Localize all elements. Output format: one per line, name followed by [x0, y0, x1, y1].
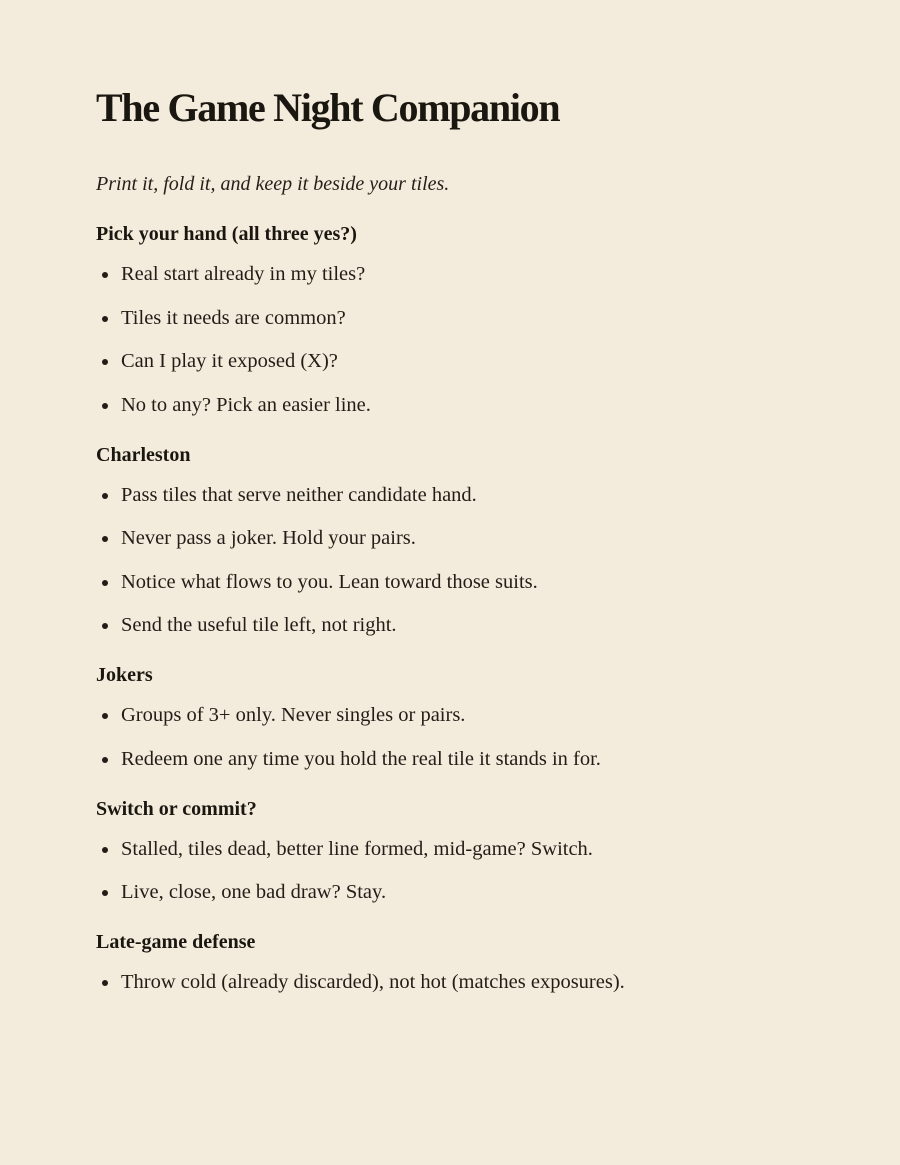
bullet-dot-icon [102, 403, 108, 409]
bullet-dot-icon [102, 493, 108, 499]
bullet-dot-icon [102, 980, 108, 986]
list-item [96, 393, 804, 417]
list-item [96, 306, 804, 330]
bullet-list [96, 483, 804, 638]
bullet-list [96, 970, 804, 994]
list-item-text: Live, close, one bad draw? Stay. [121, 881, 387, 903]
list-item-text: Can I play it exposed (X)? [121, 350, 338, 372]
bullet-list [96, 837, 804, 905]
section [96, 797, 804, 905]
bullet-dot-icon [102, 580, 108, 586]
list-item-text: Tiles it needs are common? [121, 306, 346, 329]
list-item [96, 703, 804, 727]
list-item [96, 613, 804, 637]
section [96, 930, 804, 994]
bullet-list [96, 703, 804, 771]
section-heading: Switch or commit? [96, 797, 257, 820]
bullet-dot-icon [102, 757, 108, 763]
list-item [96, 747, 804, 771]
bullet-dot-icon [102, 272, 108, 278]
list-item-text: Redeem one any time you hold the real tile it stands in for. [121, 747, 601, 770]
list-item [96, 837, 804, 861]
list-item [96, 880, 804, 904]
list-item-text: Notice what flows to you. Lean toward those suits. [121, 570, 538, 593]
list-item [96, 970, 804, 994]
list-item [96, 570, 804, 594]
page-title: The Game Night Companion [96, 85, 560, 130]
list-item-text: Real start already in my tiles? [121, 263, 366, 285]
sections-container [96, 222, 804, 994]
section [96, 443, 804, 638]
bullet-dot-icon [102, 847, 108, 853]
section [96, 222, 804, 417]
bullet-dot-icon [102, 316, 108, 322]
list-item-text: Never pass a joker. Hold your pairs. [121, 527, 416, 549]
list-item-text: No to any? Pick an easier line. [121, 393, 371, 416]
list-item-text: Send the useful tile left, not right. [121, 614, 397, 636]
page-subtitle: Print it, fold it, and keep it beside your tiles. [96, 173, 450, 195]
list-item-text: Stalled, tiles dead, better line formed, mid-game? Switch. [121, 837, 593, 860]
section-heading: Pick your hand (all three yes?) [96, 223, 357, 245]
bullet-list [96, 262, 804, 417]
list-item-text: Throw cold (already discarded), not hot (matches exposures). [121, 971, 625, 993]
list-item [96, 483, 804, 507]
section-heading: Jokers [96, 664, 153, 686]
list-item [96, 526, 804, 550]
list-item [96, 262, 804, 286]
list-item-text: Groups of 3+ only. Never singles or pairs. [121, 704, 466, 726]
bullet-dot-icon [102, 713, 108, 719]
section-heading: Late-game defense [96, 931, 256, 953]
bullet-dot-icon [102, 623, 108, 629]
bullet-dot-icon [102, 890, 108, 896]
list-item [96, 349, 804, 373]
section [96, 663, 804, 771]
bullet-dot-icon [102, 359, 108, 365]
bullet-dot-icon [102, 536, 108, 542]
section-heading: Charleston [96, 443, 191, 466]
list-item-text: Pass tiles that serve neither candidate hand. [121, 483, 477, 506]
